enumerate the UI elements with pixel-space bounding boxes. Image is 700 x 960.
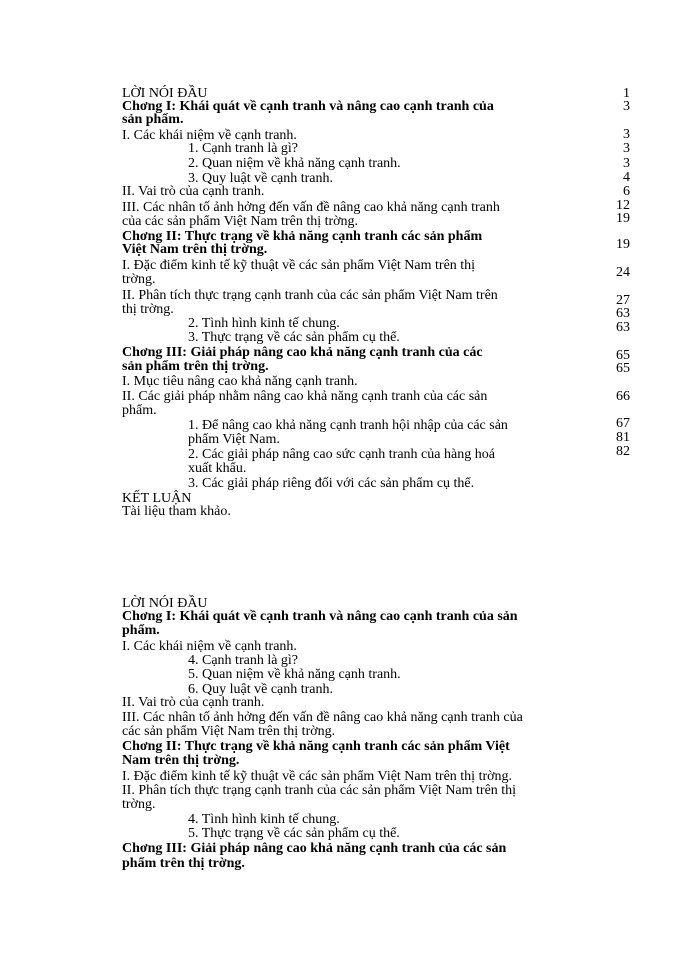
toc1-ch3-section-ii-line2: phẩm. (122, 403, 157, 418)
toc1-chapter3-line2: sản phẩm trên thị trờng. (122, 359, 269, 374)
toc1-page-number: 82 (616, 444, 630, 459)
toc1-ch2-sub-2: 2. Tình hình kinh tế chung. (188, 316, 340, 331)
toc1-page-number: 65 (616, 348, 630, 363)
toc1-chapter3-line1: Chơng III: Giải pháp nâng cao khả năng cạnh tranh của các (122, 345, 483, 360)
toc1-sub-2: 2. Quan niệm về khả năng cạnh tranh. (188, 156, 401, 171)
toc1-section-i: I. Các khái niệm về cạnh tranh. (122, 128, 297, 143)
toc1-section-iii-line2: của các sản phẩm Việt Nam trên thị trờng. (122, 214, 359, 229)
toc1-ch2-section-ii-line2: thị trờng. (122, 302, 174, 317)
toc1-page-number: 67 (616, 416, 630, 431)
toc1-page-number: 6 (623, 184, 630, 199)
toc1-page-number: 12 (616, 198, 630, 213)
toc1-ch3-sub-2-line1: 2. Các giải pháp nâng cao sức cạnh tranh của hàng hoá (188, 447, 495, 462)
toc1-section-ii: II. Vai trò của cạnh tranh. (122, 184, 265, 199)
toc1-ch2-section-ii-line1: II. Phân tích thực trạng cạnh tranh của các sản phẩm Việt Nam trên (122, 288, 498, 303)
toc1-page-number: 63 (616, 320, 630, 335)
toc2-section-iii-line2: các sản phẩm Việt Nam trên thị trờng. (122, 724, 336, 739)
toc1-sub-3: 3. Quy luật về cạnh tranh. (188, 171, 334, 186)
toc1-ch3-sub-1-line2: phẩm Việt Nam. (188, 432, 280, 447)
toc1-ch2-section-i-line2: trờng. (122, 272, 156, 287)
toc1-page-number: 66 (616, 389, 630, 404)
toc1-page-number: 24 (616, 265, 630, 280)
toc1-ch3-section-i: I. Mục tiêu nâng cao khả năng cạnh tranh. (122, 374, 358, 389)
toc1-page-number: 3 (623, 127, 630, 142)
toc2-chapter2-line1: Chơng II: Thực trạng về khả năng cạnh tranh các sản phẩm Việt (122, 739, 510, 754)
toc1-page-number: 1 (623, 86, 630, 101)
toc2-ch2-sub-4: 4. Tình hình kinh tế chung. (188, 812, 340, 827)
toc1-tai-lieu: Tài liệu tham khảo. (122, 504, 231, 519)
toc2-ch2-section-i: I. Đặc điểm kinh tế kỹ thuật về các sản phẩm Việt Nam trên thị trờng. (122, 769, 513, 784)
toc1-ch3-section-ii-line1: II. Các giải pháp nhằm nâng cao khả năng cạnh tranh của các sản (122, 389, 488, 404)
toc2-chapter3-line1: Chơng III: Giải pháp nâng cao khả năng cạnh tranh của các sản (122, 841, 507, 856)
toc1-ch3-sub-1-line1: 1. Để nâng cao khả năng cạnh tranh hội nhập của các sản (188, 418, 508, 433)
toc1-page-number: 63 (616, 306, 630, 321)
toc1-page-number: 27 (616, 293, 630, 308)
toc1-page-number: 81 (616, 430, 630, 445)
toc1-page-number: 65 (616, 361, 630, 376)
toc2-sub-6: 6. Quy luật về cạnh tranh. (188, 682, 334, 697)
toc2-section-ii: II. Vai trò của cạnh tranh. (122, 695, 265, 710)
toc1-ch3-sub-2-line2: xuất khẩu. (188, 461, 247, 476)
toc1-page-number: 3 (623, 99, 630, 114)
toc1-ket-luan: KẾT LUẬN (122, 491, 192, 506)
toc2-section-i: I. Các khái niệm về cạnh tranh. (122, 639, 297, 654)
toc1-chapter2-line2: Việt Nam trên thị trờng. (122, 242, 268, 257)
toc2-chapter2-line2: Nam trên thị trờng. (122, 753, 240, 768)
toc1-page-number: 3 (623, 141, 630, 156)
toc1-loi-noi-dau: LỜI NÓI ĐẦU (122, 86, 208, 101)
toc2-ch2-section-ii-line2: trờng. (122, 797, 156, 812)
toc2-section-iii-line1: III. Các nhân tố ảnh hởng đến vấn đề nâng cao khả năng cạnh tranh của (122, 710, 523, 725)
toc2-ch2-section-ii-line1: II. Phân tích thực trạng cạnh tranh của các sản phẩm Việt Nam trên thị (122, 783, 517, 798)
toc2-chapter3-line2: phẩm trên thị trờng. (122, 856, 245, 871)
toc1-chapter1-line2: sản phẩm. (122, 112, 184, 127)
toc2-loi-noi-dau: LỜI NÓI ĐẦU (122, 596, 208, 611)
toc1-page-number: 4 (623, 170, 630, 185)
toc1-chapter2-line1: Chơng II: Thực trạng về khả năng cạnh tranh các sản phẩm (122, 229, 483, 244)
toc1-ch2-section-i-line1: I. Đặc điểm kinh tế kỹ thuật về các sản phẩm Việt Nam trên thị (122, 258, 476, 273)
toc1-sub-1: 1. Cạnh tranh là gì? (188, 141, 299, 156)
toc1-ch2-sub-3: 3. Thực trạng về các sản phẩm cụ thể. (188, 330, 400, 345)
toc1-page-number: 19 (616, 237, 630, 252)
toc1-ch3-sub-3: 3. Các giải pháp riêng đối với các sản phẩm cụ thể. (188, 476, 475, 491)
toc1-section-iii-line1: III. Các nhân tố ảnh hởng đến vấn đề nâng cao khả năng cạnh tranh (122, 200, 500, 215)
toc2-sub-4: 4. Cạnh tranh là gì? (188, 653, 299, 668)
toc1-page-number: 3 (623, 156, 630, 171)
toc2-chapter1-line1: Chơng I: Khái quát về cạnh tranh và nâng cao cạnh tranh của sản (122, 609, 518, 624)
toc2-sub-5: 5. Quan niệm về khả năng cạnh tranh. (188, 667, 401, 682)
toc1-chapter1-line1: Chơng I: Khái quát về cạnh tranh và nâng cao cạnh tranh của (122, 99, 494, 114)
toc2-chapter1-line2: phẩm. (122, 623, 160, 638)
toc1-page-number: 19 (616, 211, 630, 226)
toc2-ch2-sub-5: 5. Thực trạng về các sản phẩm cụ thể. (188, 826, 400, 841)
